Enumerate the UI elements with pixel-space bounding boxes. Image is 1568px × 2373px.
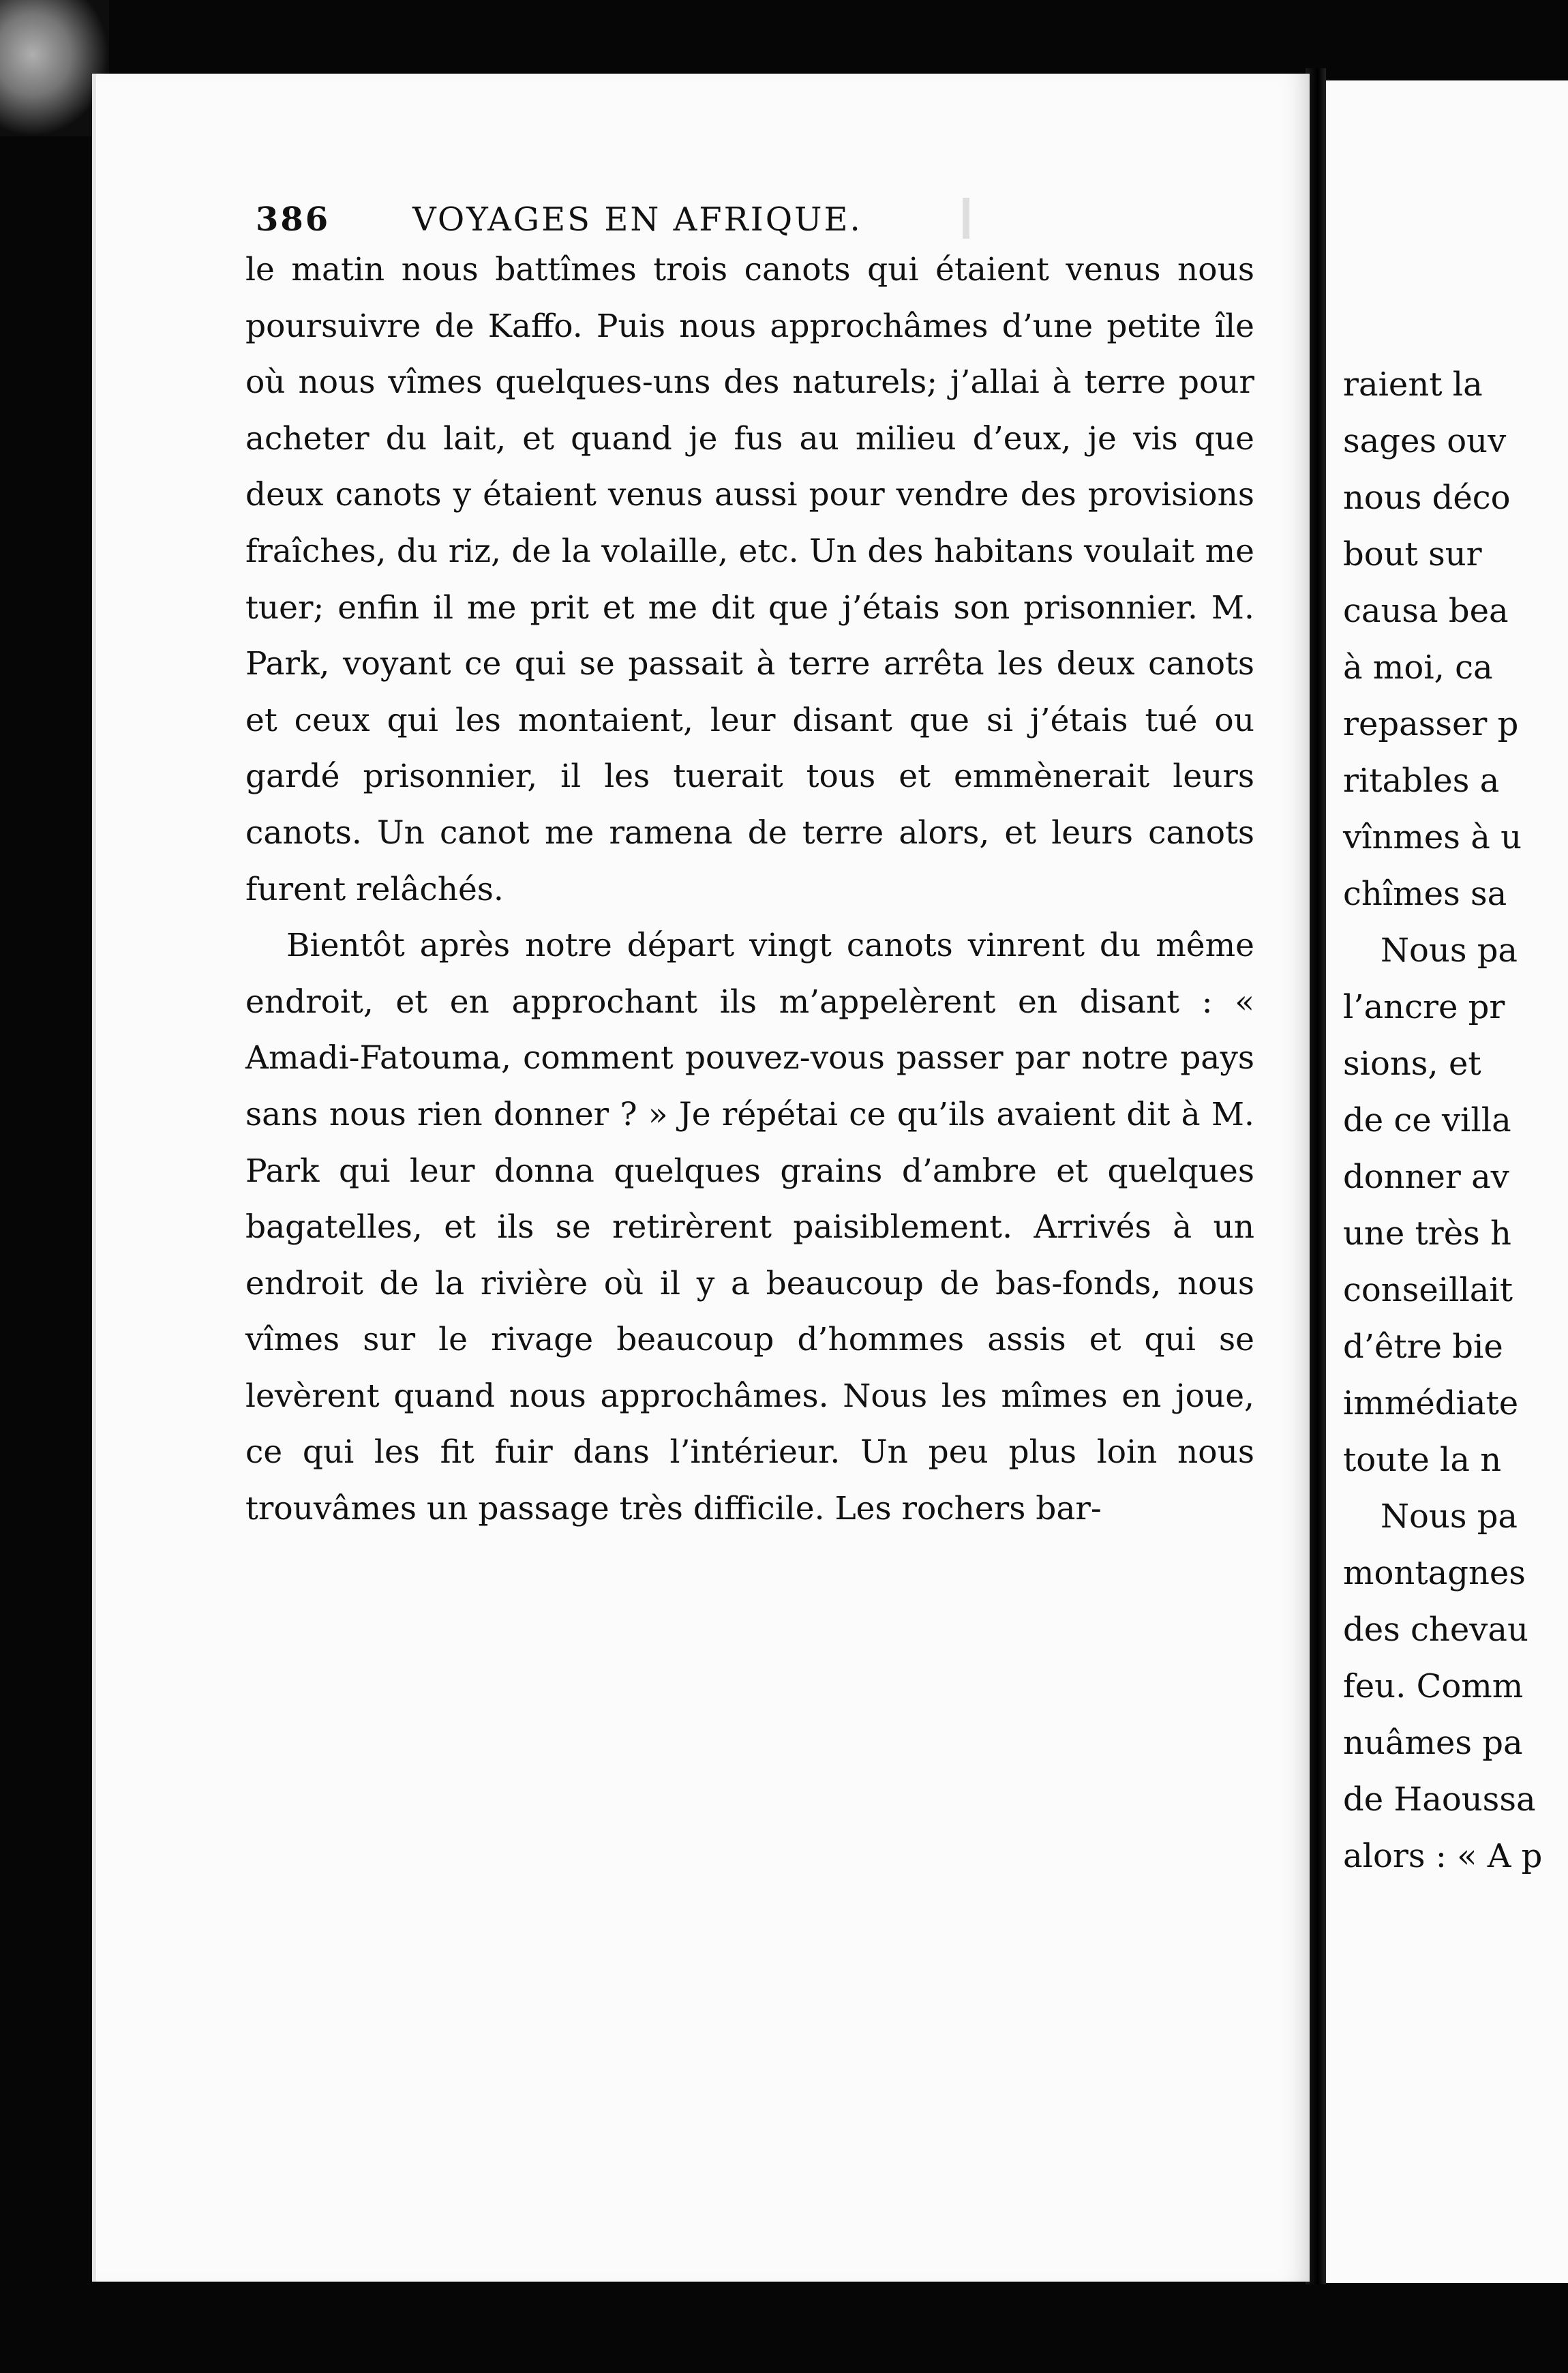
facing-page-line: feu. Comm (1343, 1667, 1524, 1705)
facing-page-line: raient la (1343, 365, 1483, 404)
facing-page-line: sions, et (1343, 1045, 1481, 1083)
paragraph-1: le matin nous battîmes trois canots qui étaient venus nous poursuivre de Kaffo. Puis nous approchâmes d’une petite île où nous vîmes quelques-uns des naturels; j’allai à terre pour acheter du lait, et quand je fus au milieu d’eux, je vis que deux canots y étaient venus aussi pour vendre des provisions fraîches, du riz, de la volaille, etc. Un des habitans voulait me tuer; enfin il me prit et me dit que j’étais son prisonnier. M. Park, voyant ce qui se passait à terre arrêta les deux canots et ceux qui les montaient, leur disant que si j’étais tué ou gardé prisonnier, il les tuerait tous et emmènerait leurs canots. Un canot me ramena de terre alors, et leurs canots furent relâchés. (245, 251, 1254, 908)
facing-page-line: vînmes à u (1343, 818, 1522, 856)
facing-page-line: donner av (1343, 1158, 1509, 1196)
facing-page-line: chîmes sa (1343, 875, 1507, 913)
running-title: VOYAGES EN AFRIQUE. (412, 200, 862, 239)
facing-page-line: immédiate (1343, 1384, 1519, 1422)
facing-page-line: bout sur (1343, 535, 1482, 573)
facing-page-line: de ce villa (1343, 1101, 1511, 1139)
facing-page-line: l’ancre pr (1343, 988, 1505, 1026)
facing-page-line: une très h (1343, 1214, 1511, 1253)
facing-page-line: conseillait (1343, 1271, 1513, 1309)
facing-page-line: de Haoussa (1343, 1780, 1536, 1819)
facing-page-line: à moi, ca (1343, 648, 1493, 687)
facing-page-line: toute la n (1343, 1441, 1502, 1479)
facing-page-line: repasser p (1343, 705, 1519, 743)
facing-page-line: Nous pa (1381, 931, 1518, 970)
facing-page-text (1343, 357, 1568, 1885)
facing-page-line: d’être bie (1343, 1328, 1503, 1366)
facing-page-line: ritables a (1343, 762, 1500, 800)
facing-page-line: des chevau (1343, 1611, 1528, 1649)
page-body (245, 242, 1254, 1538)
facing-page-line: montagnes (1343, 1554, 1526, 1592)
facing-page-line: Nous pa (1381, 1497, 1518, 1536)
page-number: 386 (256, 200, 331, 239)
facing-page-line: nous déco (1343, 479, 1511, 517)
facing-page-line: causa bea (1343, 592, 1509, 630)
facing-page-line: nuâmes pa (1343, 1724, 1523, 1762)
paragraph-2: Bientôt après notre départ vingt canots vinrent du même endroit, et en approchant ils m’appelèrent en disant : « Amadi-Fatouma, comment pouvez-vous passer par notre pays sans nous rien donner ? » Je répétai ce qu’ils avaient dit à M. Park qui leur donna quelques grains d’ambre et quelques bagatelles, et ils se retirèrent paisiblement. Arrivés à un endroit de la rivière où il y a beaucoup de bas-fonds, nous vîmes sur le rivage beaucoup d’hommes assis et qui se levèrent quand nous approchâmes. Nous les mîmes en joue, ce qui les fit fuir dans l’intérieur. Un peu plus loin nous trouvâmes un passage très difficile. Les rochers bar- (245, 927, 1254, 1528)
facing-page (1326, 80, 1568, 2283)
facing-page-line: sages ouv (1343, 422, 1507, 460)
facing-page-line: alors : « A p (1343, 1837, 1543, 1875)
